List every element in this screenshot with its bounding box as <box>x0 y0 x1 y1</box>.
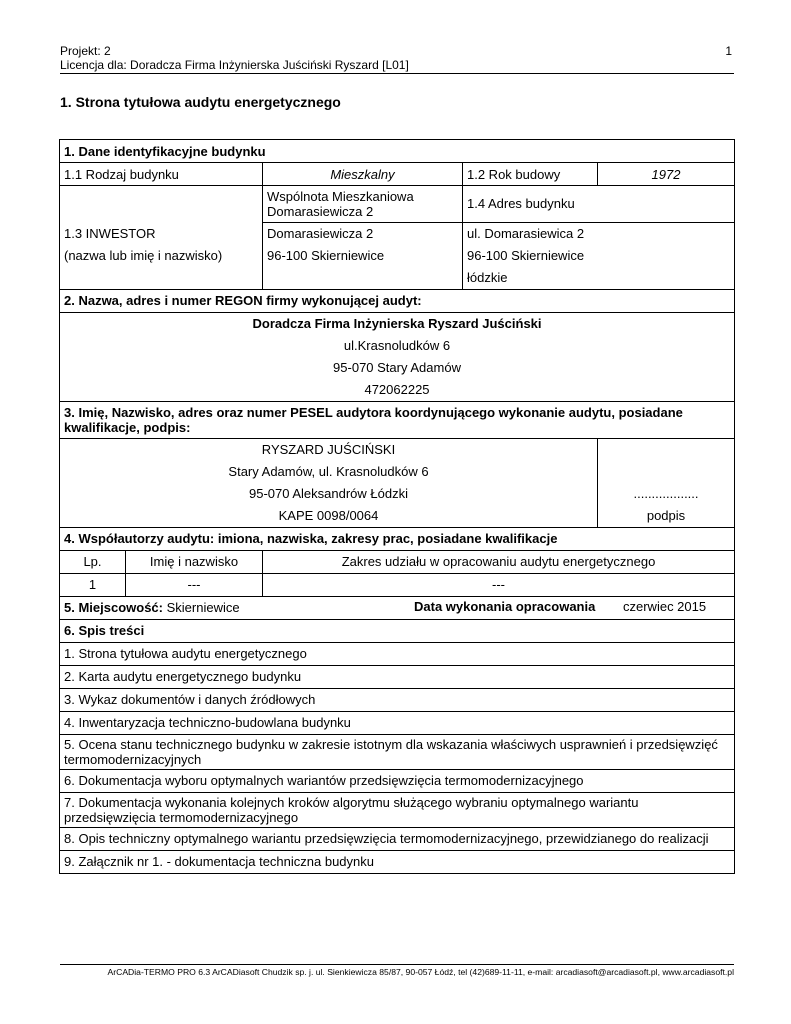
investor-row-2 <box>60 222 735 245</box>
project-label: Projekt: 2 <box>60 44 111 58</box>
page-number: 1 <box>725 44 732 58</box>
date-label: Data wykonania opracowania <box>414 598 596 614</box>
build-year-value: 1972 <box>598 163 735 186</box>
page-footer: ArCADia-TERMO PRO 6.3 ArCADiasoft Chudzik sp. j. ul. Sienkiewicza 85/87, 90-057 Łódź, tel (42)689-11-11, e-mail: arcadiasoft@arcadiasoft.pl, www.arcadiasoft.pl <box>107 967 734 977</box>
section4-heading: 4. Współautorzy audytu: imiona, nazwiska, zakresy prac, posiadane kwalifikacje <box>60 527 735 550</box>
investor-label: 1.3 INWESTOR <box>60 222 263 245</box>
row-name: --- <box>126 573 263 596</box>
toc-item: 1. Strona tytułowa audytu energetycznego <box>60 642 735 665</box>
row-scope: --- <box>263 573 735 596</box>
firm-name: Doradcza Firma Inżynierska Ryszard Juściński <box>60 312 735 335</box>
signature-label: podpis <box>598 505 735 528</box>
section3-heading-row <box>60 401 735 438</box>
toc-item: 9. Załącznik nr 1. - dokumentacja techniczna budynku <box>60 850 735 873</box>
auditor-city: 95-070 Aleksandrów Łódzki <box>60 483 598 505</box>
signature-empty-1 <box>598 438 735 461</box>
investor-row-3 <box>60 245 735 267</box>
address-city: 96-100 Skierniewice <box>463 245 735 267</box>
building-type-row <box>60 163 735 186</box>
investor-street: Domarasiewicza 2 <box>263 222 463 245</box>
signature-empty-2 <box>598 461 735 483</box>
section5-row <box>60 596 735 619</box>
building-type-value: Mieszkalny <box>263 163 463 186</box>
coauthors-row <box>60 573 735 596</box>
auditor-name: RYSZARD JUŚCIŃSKI <box>60 438 598 461</box>
section3-heading: 3. Imię, Nazwisko, adres oraz numer PESEL audytora koordynującego wykonanie audytu, posiadane kwalifikacje, podpis: <box>60 401 735 438</box>
section1-heading: 1. Dane identyfikacyjne budynku <box>60 140 735 163</box>
audit-title-table <box>59 139 735 874</box>
row-lp: 1 <box>60 573 126 596</box>
signature-dots: .................. <box>598 483 735 505</box>
toc-item: 4. Inwentaryzacja techniczno-budowlana budynku <box>60 711 735 734</box>
investor-city: 96-100 Skierniewice <box>263 245 463 267</box>
address-region: łódzkie <box>463 267 735 290</box>
toc-item: 2. Karta audytu energetycznego budynku <box>60 665 735 688</box>
license-label: Licencja dla: Doradcza Firma Inżynierska Juściński Ryszard [L01] <box>60 58 409 72</box>
toc-item: 5. Ocena stanu technicznego budynku w zakresie istotnym dla wskazania właściwych usprawnień i przedsięwzięć termomodernizacyjnych <box>60 734 735 769</box>
firm-city: 95-070 Stary Adamów <box>60 357 735 379</box>
toc-item: 6. Dokumentacja wyboru optymalnych wariantów przedsięwzięcia termomodernizacyjnego <box>60 769 735 792</box>
page-header <box>60 44 734 72</box>
toc-item: 7. Dokumentacja wykonania kolejnych kroków algorytmu służącego wybraniu optymalnego wariantu przedsięwzięcia termomodernizacyjnego <box>60 792 735 827</box>
investor-row-1 <box>60 186 735 223</box>
date-value: czerwiec 2015 <box>623 598 707 614</box>
page-title: 1. Strona tytułowa audytu energetycznego <box>60 94 341 110</box>
building-type-label: 1.1 Rodzaj budynku <box>60 163 263 186</box>
build-year-label: 1.2 Rok budowy <box>463 163 598 186</box>
place-value: Skierniewice <box>162 600 240 615</box>
section6-heading-row <box>60 619 735 642</box>
toc-item: 3. Wykaz dokumentów i danych źródłowych <box>60 688 735 711</box>
coauthors-header-row <box>60 550 735 573</box>
toc-item: 8. Opis techniczny optymalnego wariantu przedsięwzięcia termomodernizacyjnego, przewidzianego do realizacji <box>60 827 735 850</box>
auditor-kape: KAPE 0098/0064 <box>60 505 598 528</box>
col-lp: Lp. <box>60 550 126 573</box>
col-scope: Zakres udziału w opracowaniu audytu energetycznego <box>263 550 735 573</box>
investor-row-4 <box>60 267 735 290</box>
header-divider <box>60 73 734 74</box>
firm-regon: 472062225 <box>60 379 735 402</box>
col-name: Imię i nazwisko <box>126 550 263 573</box>
place-label: 5. Miejscowość: <box>64 600 163 615</box>
section1-heading-row <box>60 140 735 163</box>
section5-cell <box>60 596 735 619</box>
auditor-address: Stary Adamów, ul. Krasnoludków 6 <box>60 461 598 483</box>
investor-empty <box>60 267 263 290</box>
section2-heading: 2. Nazwa, adres i numer REGON firmy wykonującej audyt: <box>60 289 735 312</box>
section6-heading: 6. Spis treści <box>60 619 735 642</box>
address-label: 1.4 Adres budynku <box>463 186 735 223</box>
section4-heading-row <box>60 527 735 550</box>
investor-label-top <box>60 186 263 223</box>
address-street: ul. Domarasiewica 2 <box>463 222 735 245</box>
investor-empty-2 <box>263 267 463 290</box>
section2-heading-row <box>60 289 735 312</box>
investor-sub-label: (nazwa lub imię i nazwisko) <box>60 245 263 267</box>
footer-divider <box>60 964 734 965</box>
firm-street: ul.Krasnoludków 6 <box>60 335 735 357</box>
investor-name: Wspólnota Mieszkaniowa Domarasiewicza 2 <box>263 186 463 223</box>
